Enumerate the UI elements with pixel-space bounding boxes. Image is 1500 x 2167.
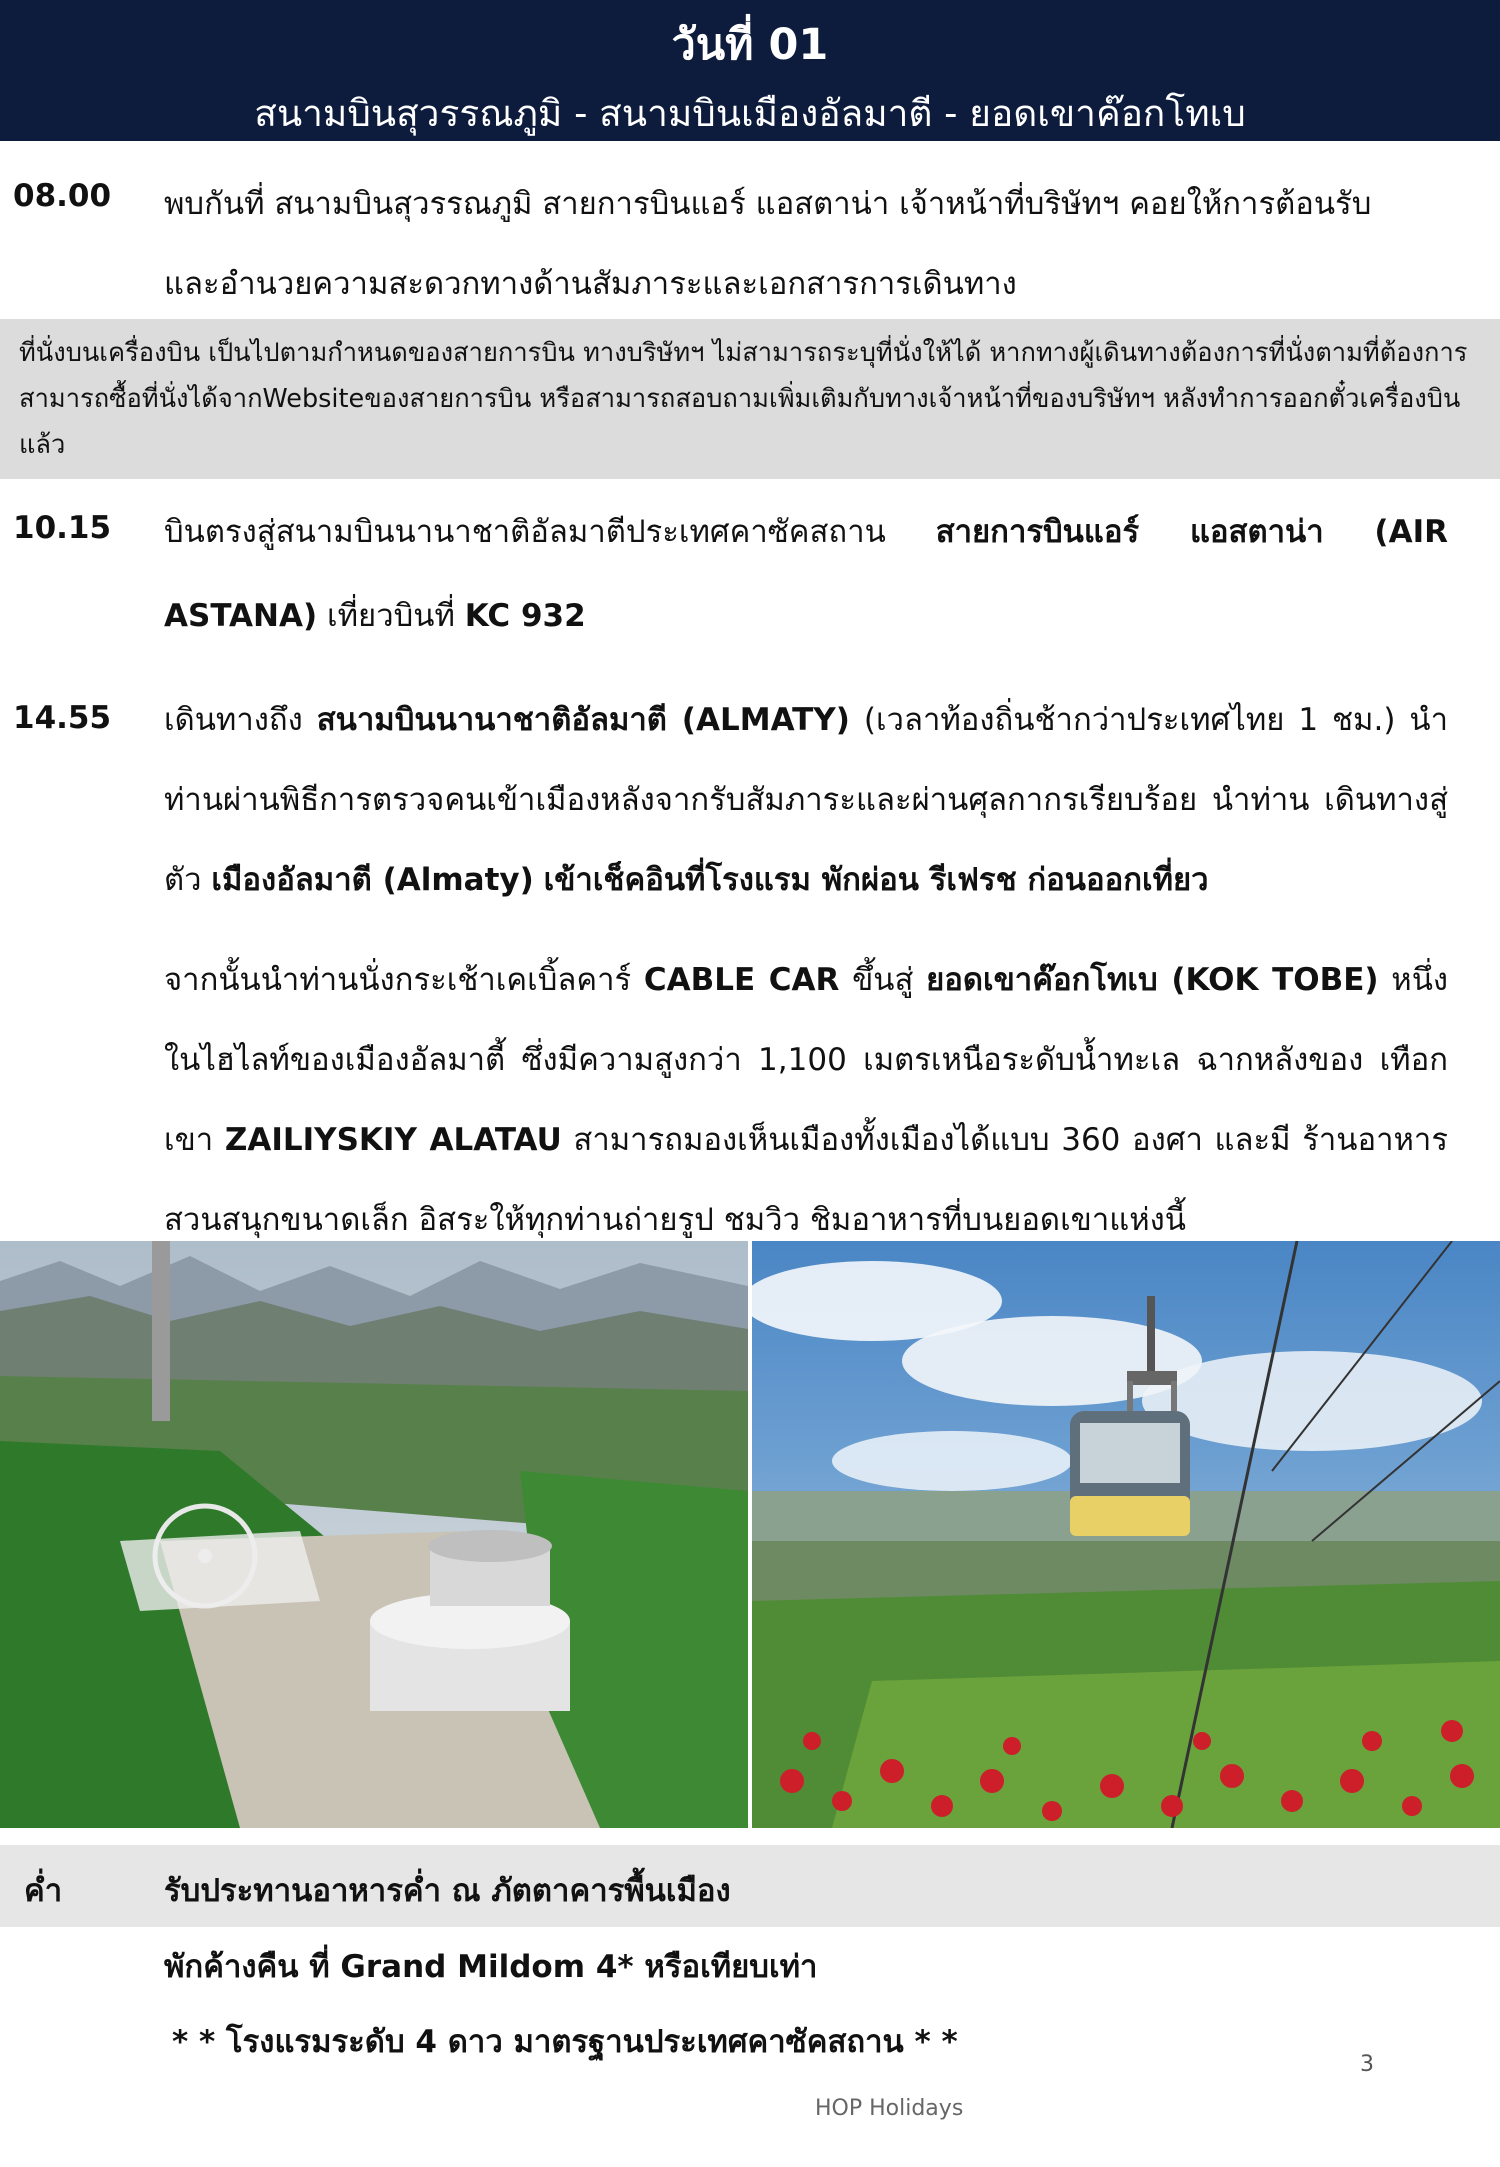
item-text: บินตรงสู่สนามบินนานาชาติอัลมาตีประเทศคาซัคสถาน	[164, 514, 886, 550]
dinner-text: รับประทานอาหารค่ำ ณ ภัตตาคารพื้นเมือง	[164, 1873, 731, 1909]
item-text: นำท่านผ่านพิธีการตรวจคนเข้าเมืองหลังจากรับสัมภาระและผ่านศุลกากรเรียบร้อย นำท่าน	[164, 702, 1448, 818]
item-line: และอำนวยความสะดวกทางด้านสัมภาระและเอกสารการเดินทาง	[164, 266, 1017, 302]
checkin-text: เข้าเช็คอินที่โรงแรม พักผ่อน รีเฟรช ก่อนออกเที่ยว	[543, 862, 1209, 898]
mountain-range-name: ZAILIYSKIY ALATAU	[224, 1122, 562, 1158]
cable-car-photo	[752, 1241, 1500, 1828]
dinner-bar	[0, 1845, 1500, 1927]
item-text: เดินทางสู่ตัว	[164, 782, 1448, 898]
flight-number: KC 932	[464, 598, 586, 634]
page-number: 3	[1360, 2052, 1374, 2077]
route-title: สนามบินสุวรรณภูมิ - สนามบินเมืองอัลมาตี - ยอดเขาค๊อกโทเบ	[254, 92, 1246, 135]
seat-note-text: ที่นั่งบนเครื่องบิน เป็นไปตามกำหนดของสายการบิน ทางบริษัทฯ ไม่สามารถระบุที่นั่งให้ได้ หากทางผู้เดินทางต้องการที่นั่งตามที่ต้องการ สามารถซื้อที่นั่งได้จากWebsiteของสายการบิน หรือสามารถสอบถามเพิ่มเติมกับทางเจ้าหน้าที่ของบริษัทฯ หลังทำการออกตั๋วเครื่องบินแล้ว	[19, 338, 1468, 460]
item-time: 14.55	[13, 700, 112, 736]
item-text: ขึ้นสู่	[852, 962, 914, 998]
meal-label: ค่ำ	[24, 1873, 63, 1909]
cable-car-label: CABLE CAR	[643, 962, 840, 998]
city-name: เมืองอัลมาตี (Almaty)	[211, 862, 534, 898]
item-time: 10.15	[13, 510, 112, 546]
kok-tobe-park-photo	[0, 1241, 748, 1828]
item-paragraph	[164, 940, 1448, 1260]
hotel-text: พักค้างคืน ที่ Grand Mildom 4* หรือเทียบเท่า	[164, 1949, 818, 1985]
item-text: สามารถมองเห็นเมืองทั้งเมืองได้แบบ 360 องศา และมี	[573, 1122, 1291, 1158]
footer-brand: HOP Holidays	[815, 2096, 964, 2121]
item-line: พบกันที่ สนามบินสุวรรณภูมิ สายการบินแอร์ แอสตาน่า เจ้าหน้าที่บริษัทฯ คอยให้การต้อนรับ	[164, 186, 1372, 222]
day-header	[0, 0, 1500, 141]
item-text: ร้านอาหาร สวนสนุกขนาดเล็ก อิสระให้ทุกท่านถ่ายรูป ชมวิว ชิมอาหารที่บนยอดเขาแห่งนี้	[164, 1122, 1448, 1238]
airline-name: สายการบินแอร์ แอสตาน่า (AIR ASTANA)	[164, 514, 1448, 634]
airport-name: สนามบินนานาชาติอัลมาตี (ALMATY)	[316, 702, 850, 738]
peak-name: ยอดเขาค๊อกโทเบ (KOK TOBE)	[926, 962, 1379, 998]
item-text: หนึ่งในไฮไลท์ของเมืองอัลมาตี้ ซึ่งมีความสูงกว่า 1,100 เมตรเหนือระดับน้ำทะเล ฉากหลังของ	[164, 962, 1449, 1078]
item-text: เดินทางถึง	[164, 702, 303, 738]
item-text: จากนั้นนำท่านนั่งกระเช้าเคเบิ้ลคาร์	[164, 962, 632, 998]
time-difference: (เวลาท้องถิ่นช้ากว่าประเทศไทย 1 ชม.)	[863, 702, 1396, 738]
item-text: เทือกเขา	[164, 1042, 1448, 1158]
day-title: วันที่ 01	[671, 20, 829, 70]
item-time: 08.00	[13, 178, 112, 214]
item-paragraph	[164, 680, 1448, 920]
hotel-standard-text: * * โรงแรมระดับ 4 ดาว มาตรฐานประเทศคาซัคสถาน * *	[172, 2024, 958, 2060]
seat-note-box	[0, 319, 1500, 479]
flight-label: เที่ยวบินที่	[327, 598, 455, 634]
item-paragraph	[164, 490, 1448, 658]
